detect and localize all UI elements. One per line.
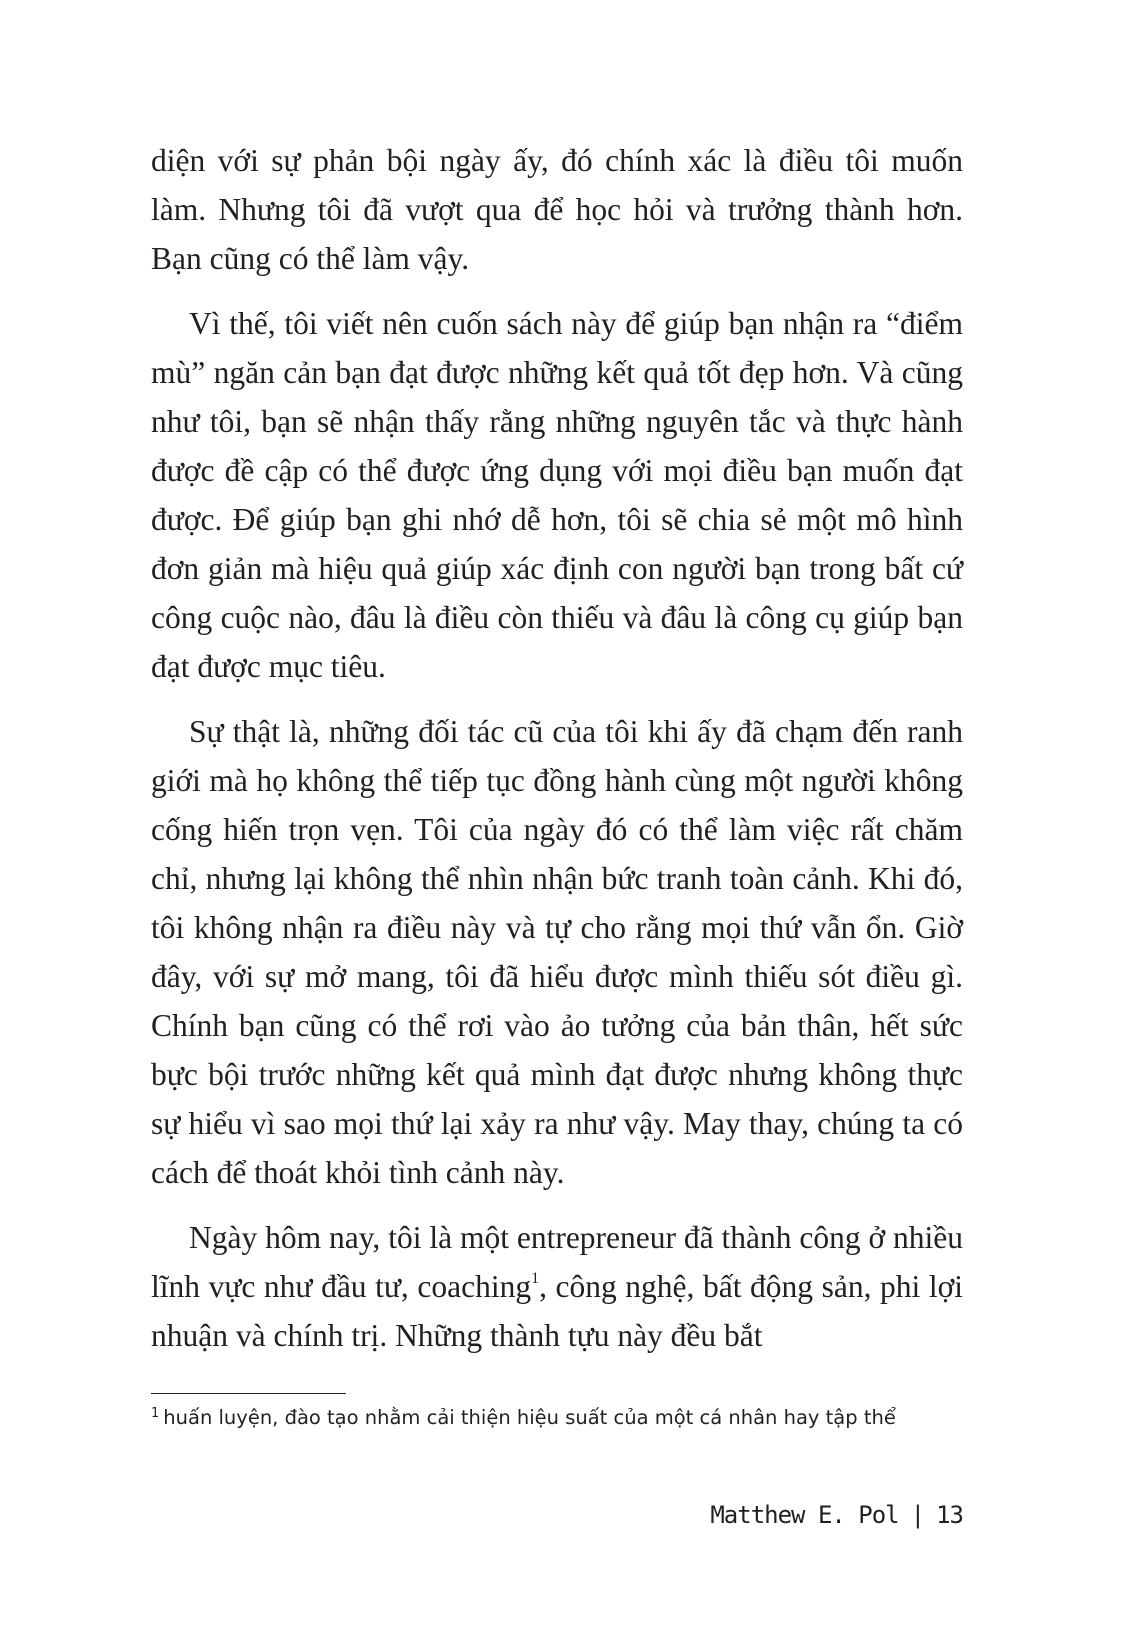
- page-number: 13: [936, 1501, 963, 1529]
- paragraph-4-text-start: Ngày hôm nay, tôi là một entrepreneur đã thành công ở nhiều lĩnh vực như đầu tư, coaching: [151, 1220, 963, 1304]
- paragraph-4: [151, 1213, 963, 1360]
- footnote-reference: 1: [531, 1270, 540, 1287]
- paragraph-4-text-end: , công nghệ, bất động sản, phi lợi nhuận và chính trị. Những thành tựu này đều bắt: [151, 1269, 963, 1353]
- paragraph-2: Vì thế, tôi viết nên cuốn sách này để giúp bạn nhận ra “điểm mù” ngăn cản bạn đạt được những kết quả tốt đẹp hơn. Và cũng như tôi, bạn sẽ nhận thấy rằng những nguyên tắc và thực hành được đề cập có thể được ứng dụng với mọi điều bạn muốn đạt được. Để giúp bạn ghi nhớ dễ hơn, tôi sẽ chia sẻ một mô hình đơn giản mà hiệu quả giúp xác định con người bạn trong bất cứ công cuộc nào, đâu là điều còn thiếu và đâu là công cụ giúp bạn đạt được mục tiêu.: [151, 306, 963, 684]
- footnote: [151, 1404, 963, 1432]
- footer-author: Matthew E. Pol: [710, 1501, 899, 1529]
- running-footer: [710, 1499, 963, 1531]
- paragraph-1: diện với sự phản bội ngày ấy, đó chính xác là điều tôi muốn làm. Nhưng tôi đã vượt qua để học hỏi và trưởng thành hơn. Bạn cũng có thể làm vậy.: [151, 143, 963, 276]
- page-body: [151, 136, 963, 1376]
- footer-separator: |: [910, 1501, 925, 1529]
- footnote-mark: 1: [151, 1406, 160, 1421]
- footnote-text: huấn luyện, đào tạo nhằm cải thiện hiệu suất của một cá nhân hay tập thể: [163, 1406, 896, 1429]
- paragraph-3: Sự thật là, những đối tác cũ của tôi khi ấy đã chạm đến ranh giới mà họ không thể tiếp tục đồng hành cùng một người không cống hiến trọn vẹn. Tôi của ngày đó có thể làm việc rất chăm chỉ, nhưng lại không thể nhìn nhận bức tranh toàn cảnh. Khi đó, tôi không nhận ra điều này và tự cho rằng mọi thứ vẫn ổn. Giờ đây, với sự mở mang, tôi đã hiểu được mình thiếu sót điều gì. Chính bạn cũng có thể rơi vào ảo tưởng của bản thân, hết sức bực bội trước những kết quả mình đạt được nhưng không thực sự hiểu vì sao mọi thứ lại xảy ra như vậy. May thay, chúng ta có cách để thoát khỏi tình cảnh này.: [151, 714, 963, 1190]
- footnote-divider: [151, 1393, 346, 1394]
